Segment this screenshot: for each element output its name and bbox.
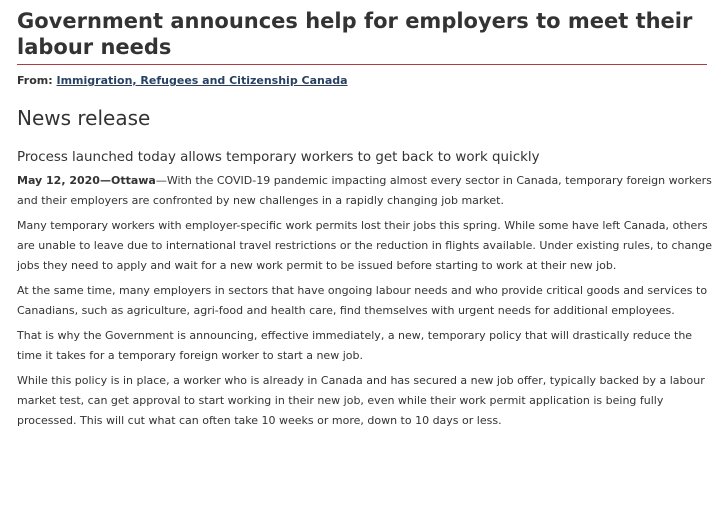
- section-heading: News release: [17, 106, 151, 130]
- article-paragraph-4: That is why the Government is announcing, effective immediately, a new, temporary policy that will drastically reduce the time it takes for a temporary foreign worker to start a new job.: [17, 329, 693, 362]
- from-label: From:: [17, 74, 53, 87]
- from-line: [17, 73, 716, 89]
- paragraph-1-text: —With the COVID-19 pandemic impacting almost every sector in Canada, temporary foreign workers and their employers are confronted by new challenges in a rapidly changing job market.: [17, 174, 712, 207]
- page-title: Government announces help for employers to meet their labour needs: [17, 8, 707, 65]
- dateline: May 12, 2020—Ottawa: [17, 174, 156, 187]
- article-paragraph-3: At the same time, many employers in sectors that have ongoing labour needs and who provide critical goods and services to Canadians, such as agriculture, agri-food and health care, find themselves with urgent needs for additional employees.: [17, 284, 708, 317]
- article-paragraph-1: [17, 171, 717, 211]
- article-subtitle: Process launched today allows temporary workers to get back to work quickly: [17, 150, 540, 165]
- department-link[interactable]: Immigration, Refugees and Citizenship Canada: [56, 74, 348, 87]
- article-paragraph-2: Many temporary workers with employer-specific work permits lost their jobs this spring. While some have left Canada, others are unable to leave due to international travel restrictions or the reduction in flights available. Under existing rules, to change jobs they need to apply and wait for a new work permit to be issued before starting to work at their new job.: [17, 219, 712, 272]
- article-paragraph-5: While this policy is in place, a worker who is already in Canada and has secured a new job offer, typically backed by a labour market test, can get approval to start working in their new job, even while their work permit application is being fully processed. This will cut what can often take 10 weeks or more, down to 10 days or less.: [17, 374, 705, 427]
